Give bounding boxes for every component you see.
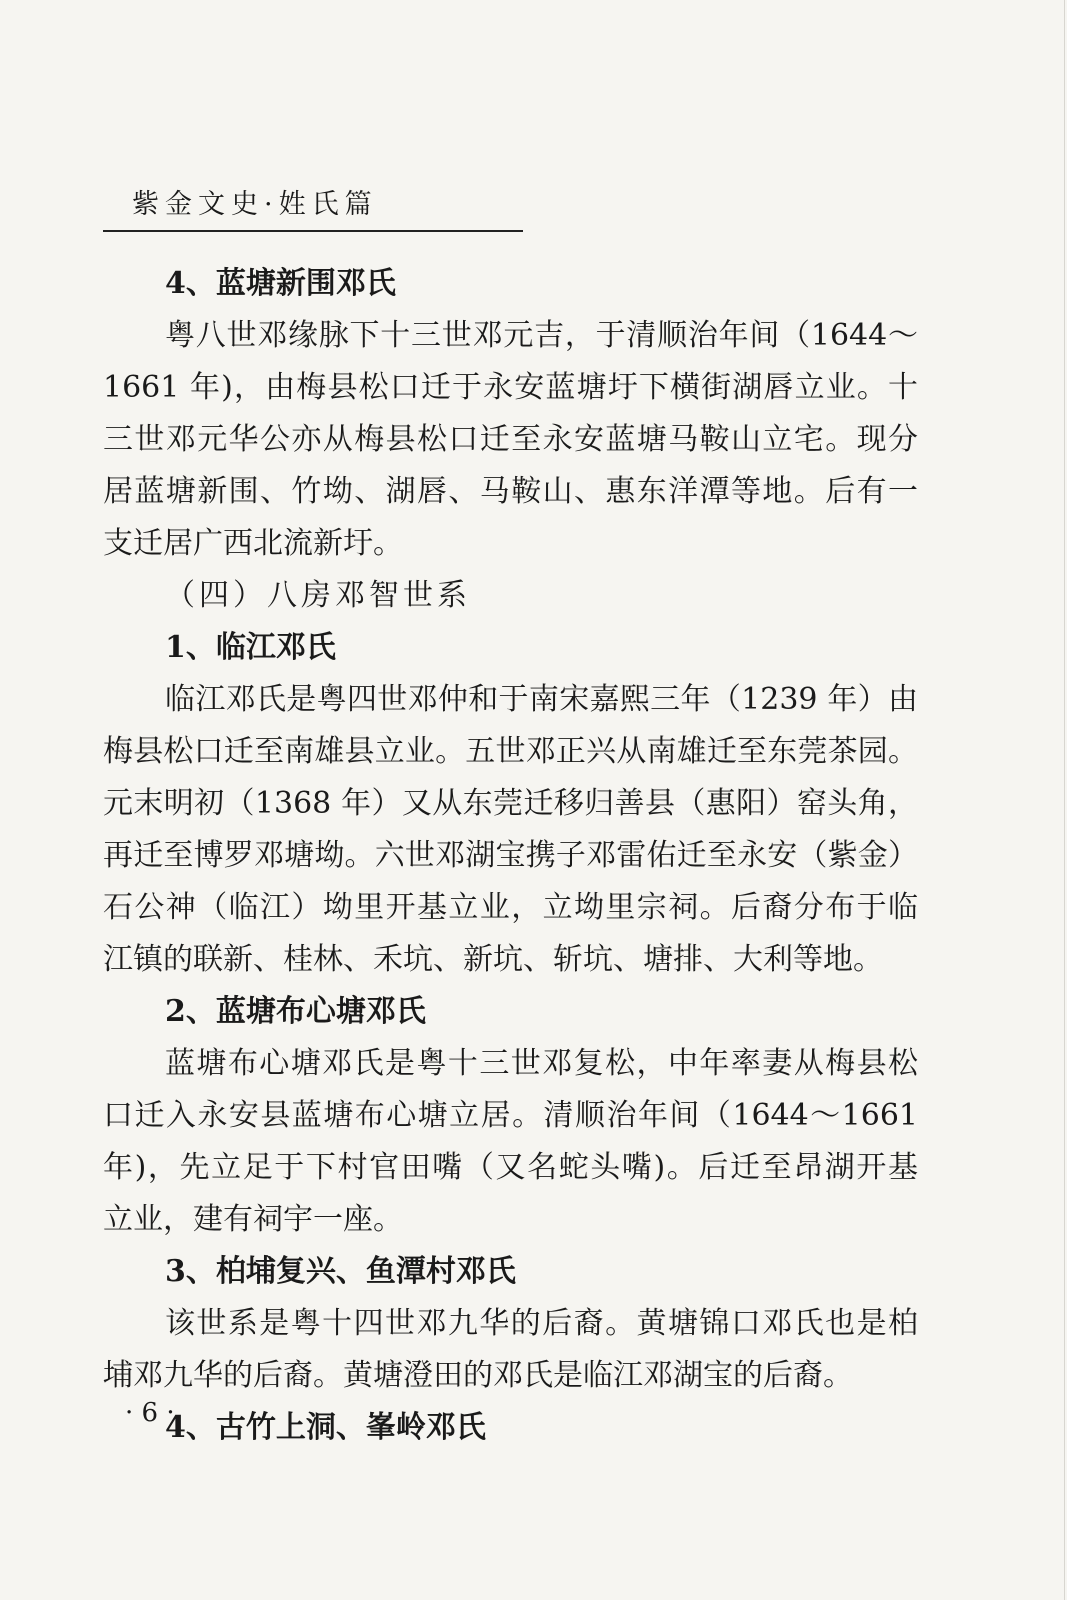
subheading: 1、临江邓氏: [165, 630, 336, 665]
paragraph-line: 临江邓氏是粤四世邓仲和于南宋嘉熙三年（1239 年）由: [165, 682, 918, 717]
paragraph-line: 江镇的联新、桂林、禾坑、新坑、斩坑、塘排、大利等地。: [103, 942, 883, 977]
page-edge: [1064, 0, 1065, 1600]
page-body: [103, 258, 918, 1454]
subheading: 2、蓝塘布心塘邓氏: [165, 994, 426, 1029]
paragraph-line: 再迁至博罗邓塘坳。六世邓湖宝携子邓雷佑迁至永安（紫金）: [103, 838, 918, 873]
paragraph-line: 蓝塘布心塘邓氏是粤十三世邓复松，中年率妻从梅县松: [165, 1046, 918, 1081]
paragraph-line: 该世系是粤十四世邓九华的后裔。黄塘锦口邓氏也是柏: [165, 1306, 918, 1341]
paragraph-line: 粤八世邓缘脉下十三世邓元吉，于清顺治年间（1644～: [165, 318, 918, 353]
paragraph-line: 元末明初（1368 年）又从东莞迁移归善县（惠阳）窑头角，: [103, 786, 918, 821]
paragraph-line: 三世邓元华公亦从梅县松口迁至永安蓝塘马鞍山立宅。现分: [103, 422, 918, 457]
paragraph-line: 1661 年)，由梅县松口迁于永安蓝塘圩下横街湖唇立业。十: [103, 370, 918, 405]
subheading: 3、柏埔复兴、鱼潭村邓氏: [165, 1254, 516, 1289]
section-heading: （四）八房邓智世系: [165, 578, 471, 613]
paragraph-line: 口迁入永安县蓝塘布心塘立居。清顺治年间（1644～1661: [103, 1098, 918, 1133]
paragraph-line: 年)，先立足于下村官田嘴（又名蛇头嘴)。后迁至昂湖开基: [103, 1150, 918, 1185]
header-rule: [103, 230, 523, 232]
paragraph-line: 石公神（临江）坳里开基立业，立坳里宗祠。后裔分布于临: [103, 890, 918, 925]
subheading: 4、蓝塘新围邓氏: [165, 266, 396, 301]
paragraph-line: 居蓝塘新围、竹坳、湖唇、马鞍山、惠东洋潭等地。后有一: [103, 474, 918, 509]
running-header: 紫金文史·姓氏篇: [132, 189, 378, 220]
subheading: 4、古竹上洞、峯岭邓氏: [165, 1410, 486, 1445]
page-number: · 6 ·: [125, 1398, 175, 1428]
paragraph-line: 梅县松口迁至南雄县立业。五世邓正兴从南雄迁至东莞茶园。: [103, 734, 918, 769]
paragraph-line: 埔邓九华的后裔。黄塘澄田的邓氏是临江邓湖宝的后裔。: [103, 1358, 853, 1393]
paragraph-line: 立业，建有祠宇一座。: [103, 1202, 403, 1237]
paragraph-line: 支迁居广西北流新圩。: [103, 526, 403, 561]
